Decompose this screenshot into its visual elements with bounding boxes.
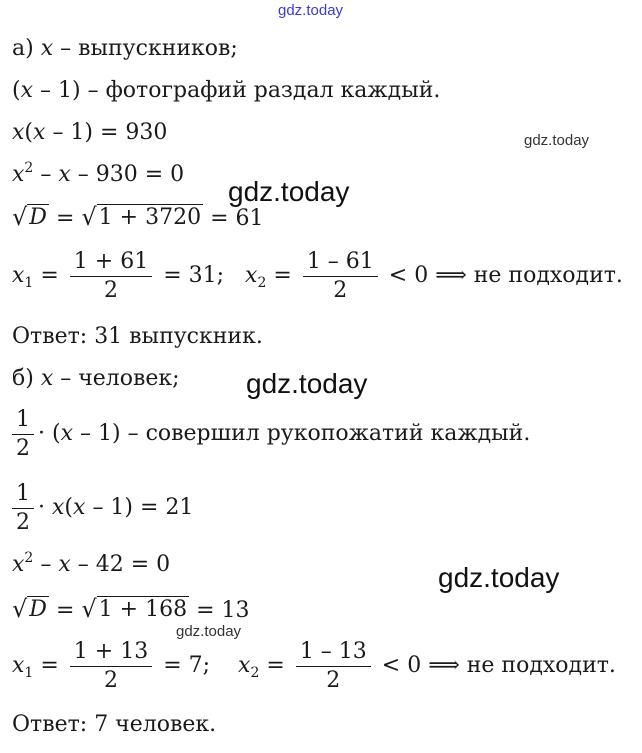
variable: x xyxy=(60,421,74,446)
watermark: gdz.today xyxy=(524,132,590,149)
minus: – xyxy=(40,162,52,187)
part-b-equation-1 xyxy=(12,478,193,538)
denominator: 2 xyxy=(16,435,30,461)
variable: x xyxy=(40,366,54,391)
radical-icon: √ xyxy=(12,203,28,231)
paren: ( xyxy=(24,120,34,145)
exponent: 2 xyxy=(24,160,34,176)
minus: – xyxy=(40,552,52,577)
subscript: 1 xyxy=(24,275,34,291)
part-a-equation-1 xyxy=(12,118,167,148)
radicand: 1 + 3720 xyxy=(98,205,202,230)
numerator: 1 – 61 xyxy=(303,248,378,277)
equals: = xyxy=(40,653,59,678)
fraction xyxy=(70,638,152,695)
part-b-equation-2 xyxy=(12,550,170,580)
part-a-roots xyxy=(12,246,623,306)
sqrt-d xyxy=(12,594,49,624)
fraction xyxy=(296,638,371,695)
part-a-answer: Ответ: 31 выпускник. xyxy=(12,324,263,349)
part-a-line-2 xyxy=(12,76,440,106)
sqrt-expr xyxy=(81,202,203,232)
numerator: 1 + 61 xyxy=(70,248,152,277)
variable: x xyxy=(73,495,86,520)
subscript: 2 xyxy=(250,665,260,681)
variable: x xyxy=(12,552,25,577)
paren: ( xyxy=(12,78,21,103)
variable: D xyxy=(29,205,47,230)
equals: = xyxy=(55,206,75,231)
numerator: 1 – 13 xyxy=(296,638,371,667)
part-a-equation-2 xyxy=(12,160,184,190)
numerator: 1 xyxy=(12,480,34,509)
variable: D xyxy=(29,597,47,622)
part-a-discriminant xyxy=(12,202,264,234)
sqrt-d xyxy=(12,202,49,232)
variable: x xyxy=(12,120,25,145)
watermark: gdz.today xyxy=(228,176,350,207)
dot: · xyxy=(38,495,45,520)
label: а) xyxy=(12,36,34,61)
variable: x xyxy=(238,653,251,678)
result: = 13 xyxy=(196,598,250,623)
result: < 0 ⟹ не подходит. xyxy=(388,263,623,288)
variable: x xyxy=(245,263,258,288)
variable: x xyxy=(20,78,34,103)
expr: – 1) = 21 xyxy=(92,495,194,520)
variable: x xyxy=(52,495,65,520)
variable: x xyxy=(58,552,71,577)
result: = 31; xyxy=(163,263,225,288)
expr: – 1) xyxy=(40,78,81,103)
result: < 0 ⟹ не подходит. xyxy=(381,653,616,678)
variable: x xyxy=(12,263,25,288)
radical-icon: √ xyxy=(81,595,97,623)
dot: · xyxy=(38,421,45,446)
denominator: 2 xyxy=(103,667,118,693)
result: = 61 xyxy=(210,206,264,231)
part-b-line-1 xyxy=(12,364,180,394)
denominator: 2 xyxy=(16,509,30,535)
part-b-roots xyxy=(12,636,616,696)
part-b-line-2 xyxy=(12,404,530,464)
text: – фотографий раздал каждый. xyxy=(87,78,441,103)
expr: – 42 = 0 xyxy=(77,552,171,577)
expr: – 1) = 930 xyxy=(52,120,168,145)
label: б) xyxy=(12,366,34,391)
equals: = xyxy=(40,263,59,288)
watermark-top: gdz.today xyxy=(278,2,344,19)
watermark: gdz.today xyxy=(176,623,242,640)
subscript: 2 xyxy=(257,275,267,291)
fraction xyxy=(70,248,152,305)
subscript: 1 xyxy=(24,665,34,681)
watermark: gdz.today xyxy=(438,562,560,593)
part-a-line-1 xyxy=(12,34,238,64)
radical-icon: √ xyxy=(12,595,28,623)
fraction xyxy=(303,248,378,305)
sqrt-expr xyxy=(81,594,189,624)
text: – человек; xyxy=(60,366,180,391)
watermark: gdz.today xyxy=(246,368,368,399)
radical-icon: √ xyxy=(81,203,97,231)
variable: x xyxy=(12,653,25,678)
part-b-discriminant xyxy=(12,594,250,626)
denominator: 2 xyxy=(326,667,341,693)
numerator: 1 xyxy=(12,406,34,435)
part-b-answer: Ответ: 7 человек. xyxy=(12,712,217,737)
exponent: 2 xyxy=(24,550,34,566)
text: – выпускников; xyxy=(60,36,238,61)
denominator: 2 xyxy=(333,277,348,303)
variable: x xyxy=(58,162,71,187)
text: – совершил рукопожатий каждый. xyxy=(127,421,531,446)
variable: x xyxy=(33,120,46,145)
variable: x xyxy=(40,36,54,61)
result: = 7; xyxy=(163,653,211,678)
equals: = xyxy=(273,263,292,288)
fraction xyxy=(12,406,34,463)
radicand: 1 + 168 xyxy=(98,597,188,622)
paren: ( xyxy=(64,495,74,520)
fraction xyxy=(12,480,34,537)
equals: = xyxy=(55,598,75,623)
numerator: 1 + 13 xyxy=(70,638,152,667)
denominator: 2 xyxy=(103,277,118,303)
equals: = xyxy=(266,653,285,678)
expr: – 930 = 0 xyxy=(77,162,185,187)
expr: – 1) xyxy=(80,421,121,446)
paren: ( xyxy=(52,421,61,446)
variable: x xyxy=(12,162,25,187)
